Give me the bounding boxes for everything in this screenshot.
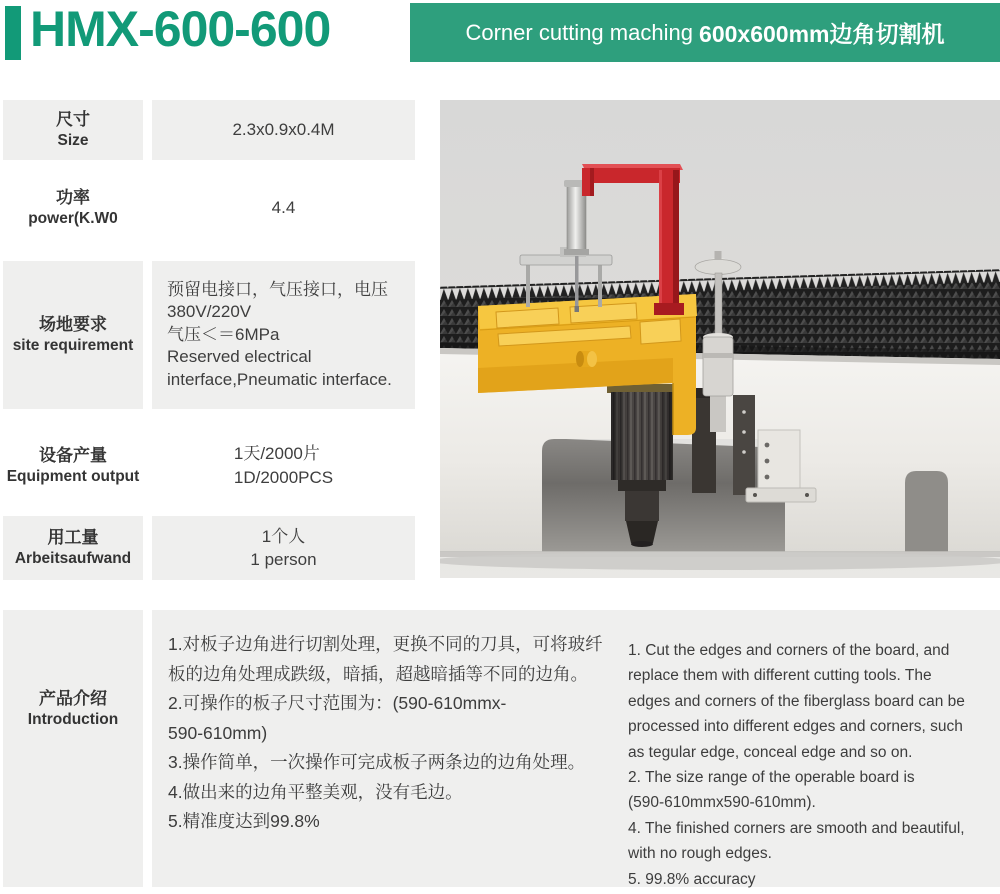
spec-value-size (152, 100, 415, 160)
spec-label-en: power(K.W0 (28, 210, 118, 227)
spec-value-line: 2.3x0.9x0.4M (232, 120, 335, 140)
intro-line: as tegular edge, conceal edge and so on. (628, 743, 913, 761)
intro-line: 590-610mm) (168, 722, 268, 743)
intro-label-cn: 产品介绍 (39, 689, 107, 708)
spec-label-cn: 场地要求 (39, 315, 107, 334)
intro-chinese-text (168, 630, 638, 837)
intro-line: replace them with different cutting tools. The (628, 667, 932, 685)
spec-value-line: 380V/220V (167, 302, 252, 322)
spec-value-line: 预留电接口，气压接口，电压 (167, 279, 388, 299)
product-photo (440, 100, 1000, 578)
banner-subtitle-cn: 600x600mm边角切割机 (699, 21, 945, 47)
spec-value-equipment-output (152, 426, 415, 506)
spec-value-line: 1个人 (261, 526, 306, 546)
intro-line: processed into different edges and corners, such (628, 718, 963, 736)
spec-label-size (3, 100, 143, 160)
spec-value-power (152, 170, 415, 246)
intro-line: 3.操作简单，一次操作可完成板子两条边的边角处理。 (168, 752, 586, 772)
intro-line: 5.精准度达到99.8% (168, 811, 320, 831)
intro-line: 板的边角处理成跌级，暗插，超越暗插等不同的边角。 (168, 663, 588, 684)
intro-line: 4.做出来的边角平整美观，没有毛边。 (168, 781, 463, 802)
intro-label-en: Introduction (27, 711, 119, 728)
intro-line: 1.对板子边角进行切割处理，更换不同的刀具，可将玻纤 (168, 634, 603, 654)
intro-line: edges and corners of the fiberglass board can be (628, 692, 965, 710)
intro-line: 2.可操作的板子尺寸范围为：(590-610mmx- (168, 693, 507, 713)
banner-subtitle-en: Corner cutting maching (465, 19, 700, 45)
spec-value-line: Reserved electrical (167, 347, 312, 367)
header-banner (410, 3, 1000, 62)
spec-value-labor (152, 516, 415, 580)
spec-label-en: Size (57, 132, 89, 149)
spec-value-line: 1天/2000片 (233, 443, 320, 463)
spec-label-en: Arbeitsaufwand (14, 550, 132, 567)
spec-value-line: 4.4 (271, 198, 296, 218)
spec-label-cn: 用工量 (47, 528, 99, 547)
spec-label-site-requirement (3, 261, 143, 409)
spec-label-en: site requirement (12, 337, 134, 354)
intro-line: 5. 99.8% accuracy (628, 870, 756, 888)
intro-text-box (152, 610, 1000, 887)
spec-label-cn: 尺寸 (56, 110, 90, 129)
intro-line: with no rough edges. (628, 845, 772, 863)
intro-english-text (628, 638, 992, 892)
machine-illustration (440, 100, 1000, 578)
spec-label-cn: 功率 (56, 188, 90, 207)
spec-label-cn: 设备产量 (39, 446, 107, 465)
intro-line: 4. The finished corners are smooth and beautiful, (628, 819, 965, 837)
intro-line: (590-610mmx590-610mm). (628, 794, 816, 812)
intro-line: 2. The size range of the operable board is (628, 769, 915, 787)
product-model: HMX-600-600 (30, 1, 331, 57)
header-accent-bar (5, 6, 21, 60)
spec-value-line: 1D/2000PCS (233, 468, 334, 487)
spec-label-labor (3, 516, 143, 580)
spec-value-line: 1 person (250, 550, 317, 569)
spec-label-power (3, 170, 143, 246)
spec-label-equipment-output (3, 426, 143, 506)
spec-label-en: Equipment output (6, 468, 140, 485)
spec-value-line: interface,Pneumatic interface. (167, 369, 392, 389)
spec-value-line: 气压＜＝6MPa (167, 324, 280, 344)
intro-label (3, 610, 143, 887)
spec-value-site-requirement (152, 261, 415, 409)
intro-line: 1. Cut the edges and corners of the board, and (628, 642, 950, 659)
